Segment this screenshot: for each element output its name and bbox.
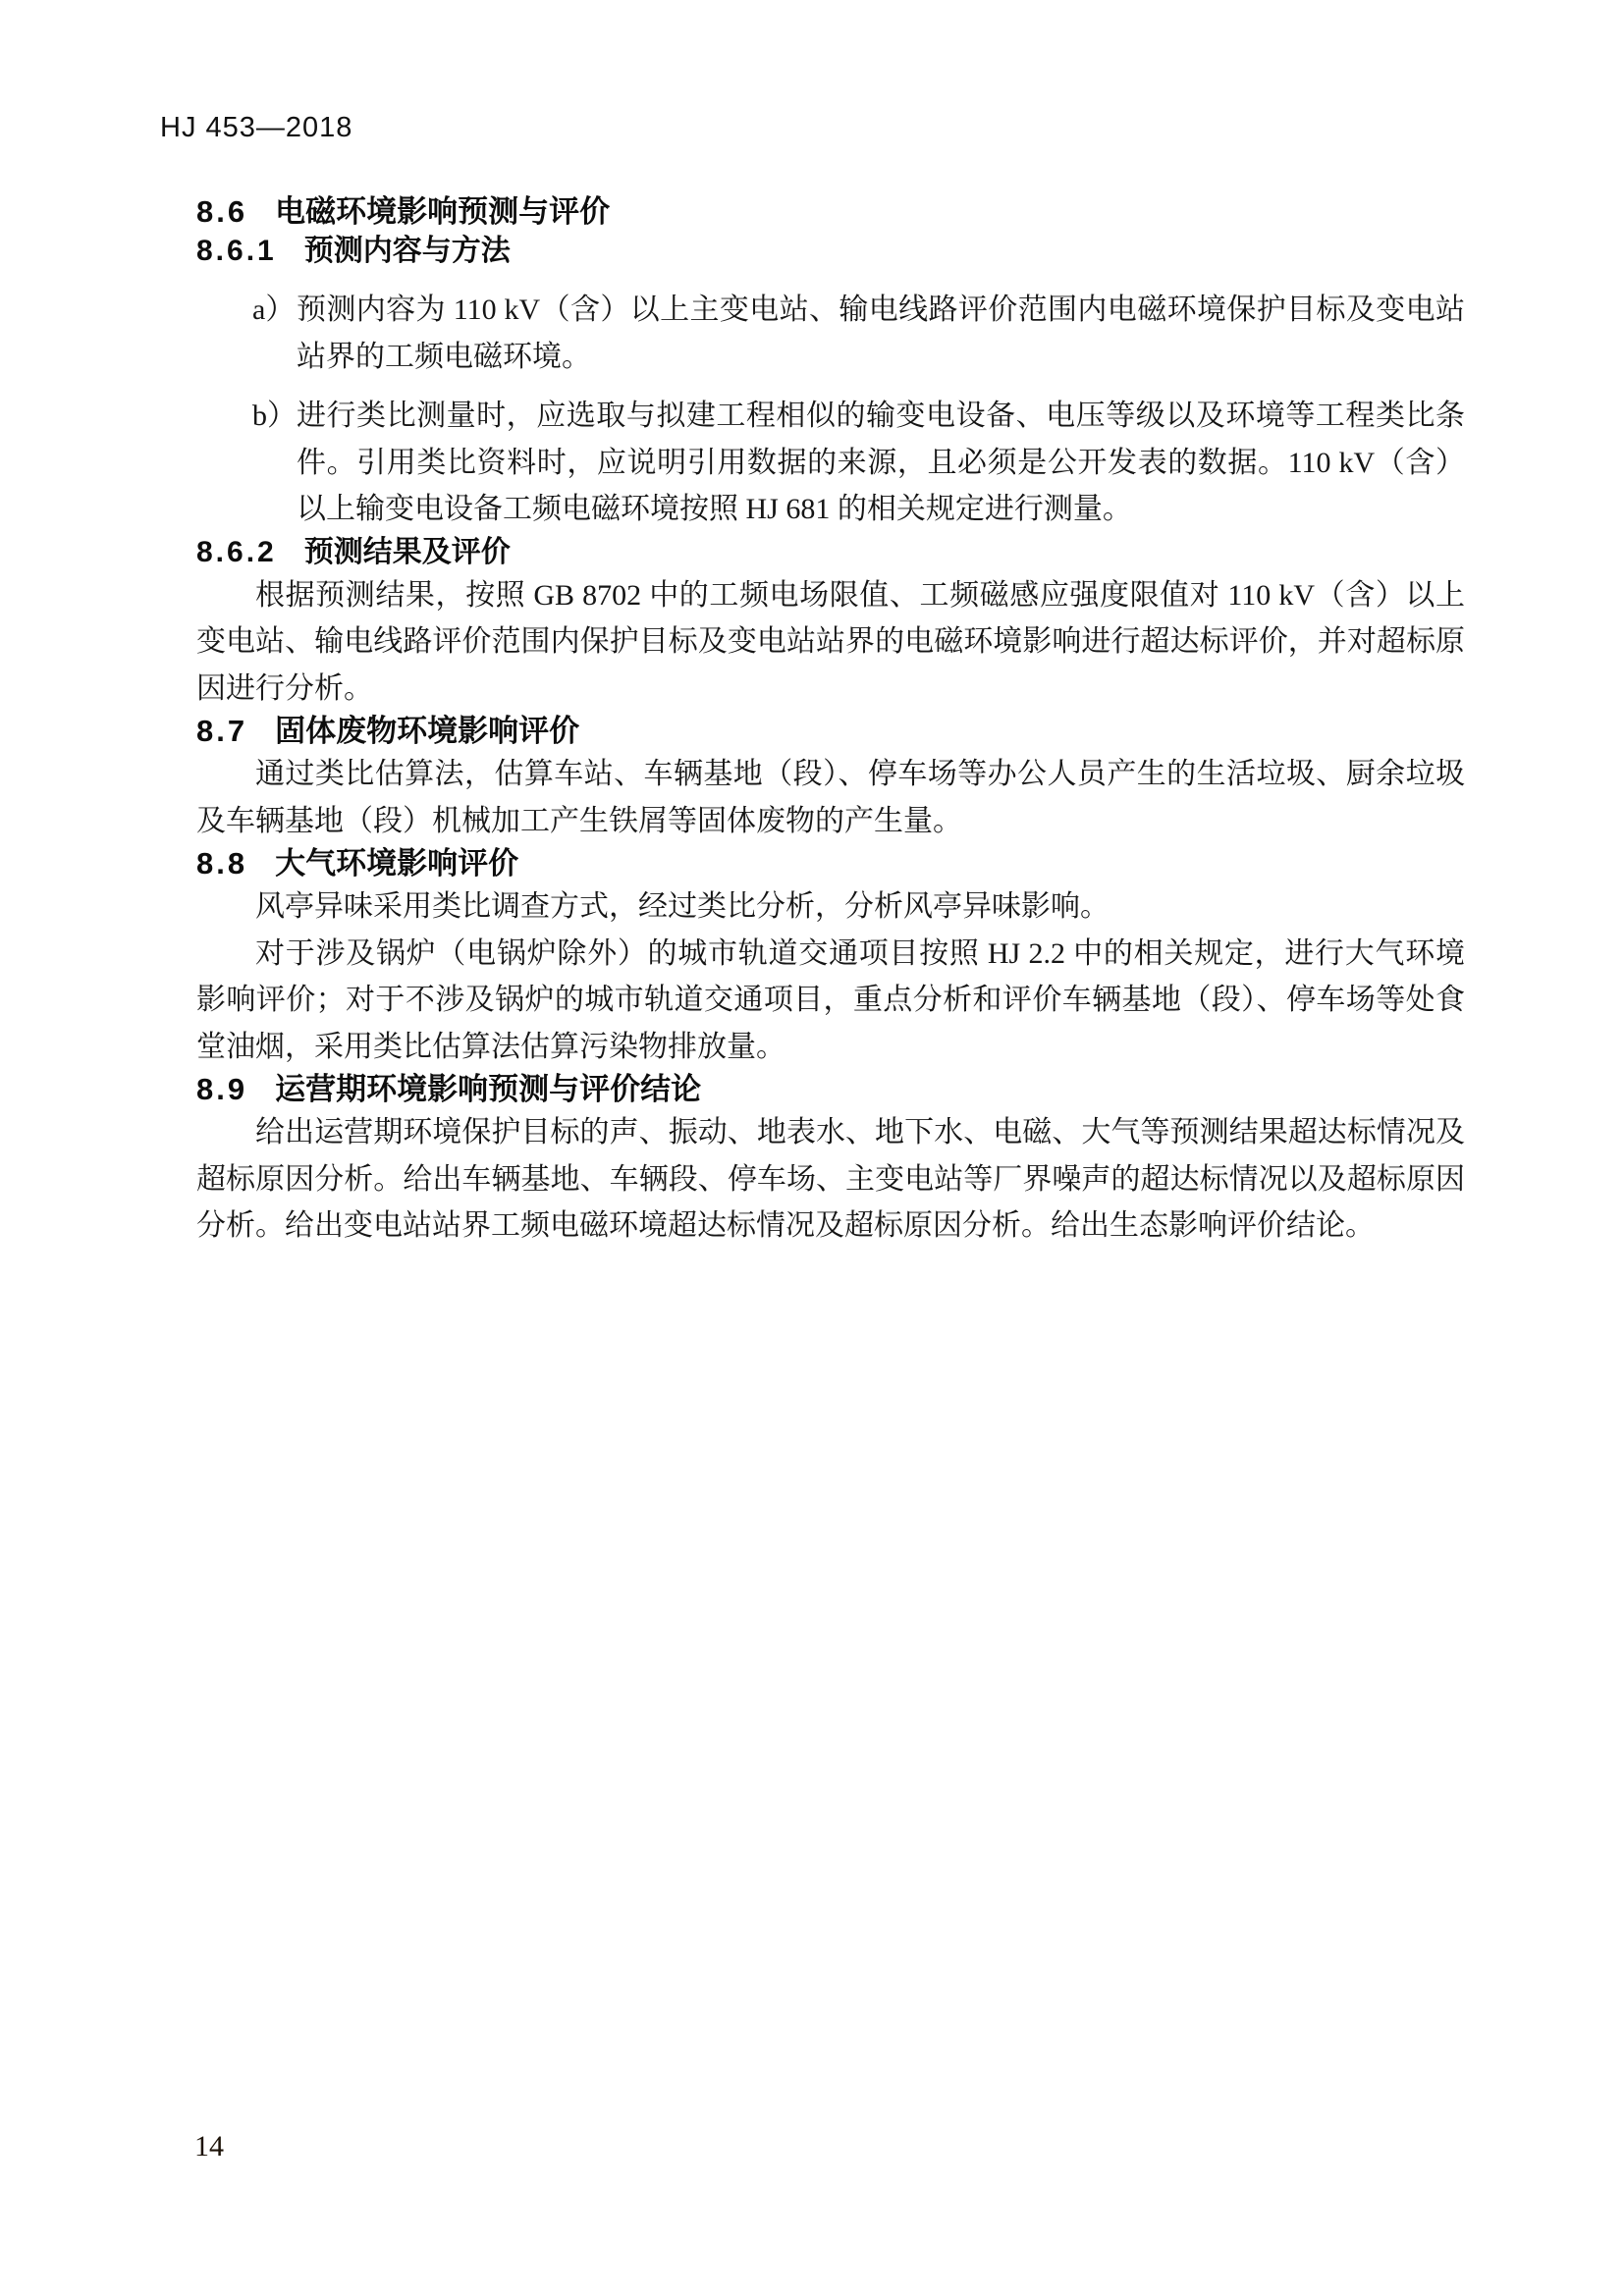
section-8-9-paragraph: 给出运营期环境保护目标的声、振动、地表水、地下水、电磁、大气等预测结果超达标情况及超标原因分析。给出车辆基地、车辆段、停车场、主变电站等厂界噪声的超达标情况以及超标原因分析。给出变电站站界工频电磁环境超达标情况及超标原因分析。给出生态影响评价结论。 (196, 1116, 1465, 1242)
section-8-6-1-heading (196, 232, 1465, 271)
page-number: 14 (194, 2130, 224, 2163)
section-8-9-number: 8.9 (196, 1072, 248, 1106)
list-item-b (196, 393, 1465, 533)
list-item-a-text: 预测内容为 110 kV（含）以上主变电站、输电线路评价范围内电磁环境保护目标及变电站站界的工频电磁环境。 (297, 294, 1465, 373)
section-8-8-paragraph-2: 对于涉及锅炉（电锅炉除外）的城市轨道交通项目按照 HJ 2.2 中的相关规定，进行大气环境影响评价；对于不涉及锅炉的城市轨道交通项目，重点分析和评价车辆基地（段）、停车场等处食堂油烟，采用类比估算法估算污染物排放量。 (196, 936, 1465, 1063)
section-8-6-2-paragraph: 根据预测结果，按照 GB 8702 中的工频电场限值、工频磁感应强度限值对 110 kV（含）以上变电站、输电线路评价范围内保护目标及变电站站界的电磁环境影响进行超达标评价，并对超标原因进行分析。 (196, 578, 1465, 705)
section-8-8-title: 大气环境影响评价 (275, 846, 519, 881)
doc-number-header: HJ 453—2018 (160, 112, 353, 143)
section-8-7-title: 固体废物环境影响评价 (275, 714, 580, 748)
page-content (196, 192, 1465, 1250)
section-8-6-2-heading (196, 533, 1465, 572)
section-8-6-1-title: 预测内容与方法 (303, 235, 511, 267)
list-item-a-marker: a） (252, 294, 296, 326)
section-8-8-number: 8.8 (196, 846, 248, 881)
section-8-7-paragraph: 通过类比估算法，估算车站、车辆基地（段）、停车场等办公人员产生的生活垃圾、厨余垃圾及车辆基地（段）机械加工产生铁屑等固体废物的产生量。 (196, 758, 1465, 837)
section-8-9-heading (196, 1070, 1465, 1109)
section-8-9-title: 运营期环境影响预测与评价结论 (275, 1072, 702, 1106)
section-8-6-heading (196, 192, 1465, 232)
section-8-6-2-number: 8.6.2 (196, 535, 277, 568)
list-item-a (196, 287, 1465, 380)
section-8-7-number: 8.7 (196, 714, 248, 748)
section-8-7-heading (196, 712, 1465, 751)
list-item-b-marker: b） (252, 400, 297, 432)
section-8-8-heading (196, 844, 1465, 883)
section-8-6-2-title: 预测结果及评价 (303, 535, 511, 568)
prediction-method-list (196, 287, 1465, 533)
list-item-b-text: 进行类比测量时，应选取与拟建工程相似的输变电设备、电压等级以及环境等工程类比条件。引用类比资料时，应说明引用数据的来源，且必须是公开发表的数据。110 kV（含）以上输变电设备工频电磁环境按照 HJ 681 的相关规定进行测量。 (297, 400, 1465, 525)
section-8-8-paragraph-1: 风亭异味采用类比调查方式，经过类比分析，分析风亭异味影响。 (255, 890, 1110, 923)
section-8-6-number: 8.6 (196, 194, 248, 229)
section-8-6-title: 电磁环境影响预测与评价 (275, 194, 611, 229)
section-8-6-1-number: 8.6.1 (196, 235, 277, 267)
